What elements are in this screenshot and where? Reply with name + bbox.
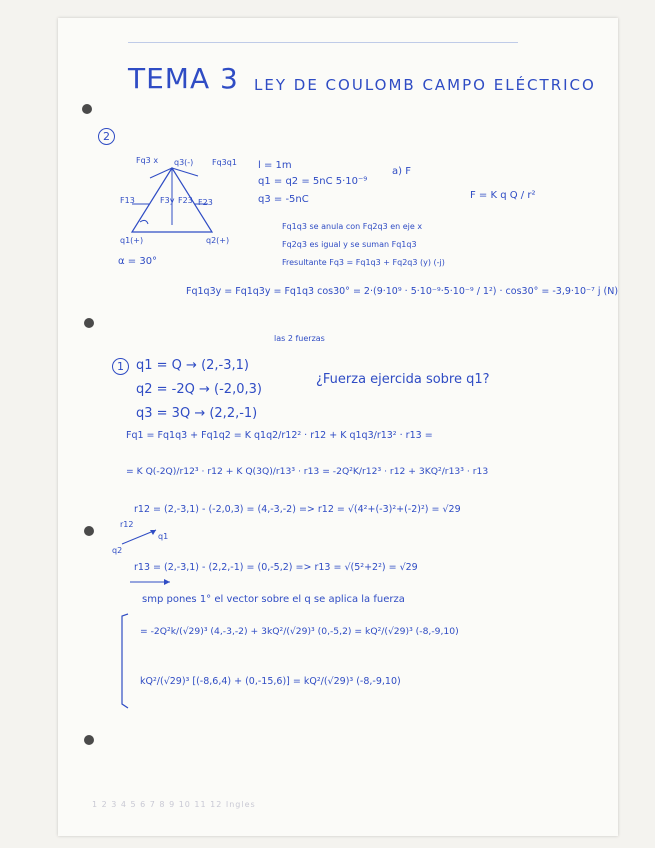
label-f23-inner: F23 [178,196,193,205]
problem-2-ask: a) F [392,166,411,177]
force-equation-2: = K Q(-2Q)/r12³ · r12 + K Q(3Q)/r13³ · r13 = -2Q²K/r12³ · r12 + 3KQ²/r13³ · r13 [126,466,489,477]
problem-2-number: 2 [98,128,115,145]
page-subtitle: LEY DE COULOMB CAMPO ELÉCTRICO [254,76,596,94]
label-fq3q1: Fq3q1 [212,158,237,167]
charge-q3: q3 = 3Q → (2,2,-1) [136,406,258,421]
force-equation-1: Fq1 = Fq1q3 + Fq1q2 = K q1q2/r12² · r12 + K q1q3/r13² · r13 = [126,430,433,441]
problem-1-number: 1 [112,358,129,375]
label-f23: F23 [198,198,213,207]
label-alpha: α = 30° [118,256,158,267]
step-1: = -2Q²k/(√29)³ (4,-3,-2) + 3kQ²/(√29)³ (0,-5,2) = kQ²/(√29)³ (-8,-9,10) [140,626,459,637]
label-f3y: F3y [160,196,175,205]
note-line-1: Fq1q3 se anula con Fq2q3 en eje x [282,222,423,231]
page-title: TEMA 3 [128,62,239,95]
r12-vector: r12 = (2,-3,1) - (-2,0,3) = (4,-3,-2) => r12 = √(4²+(-3)²+(-2)²) = √29 [134,504,461,515]
sketch-label-q2: q2 [112,546,123,555]
note-line-3: Fresultante Fq3 = Fq1q3 + Fq2q3 (y) (-j) [282,258,445,267]
label-q1: q1(+) [120,236,144,245]
coulomb-formula: F = K q Q / r² [470,190,536,201]
given-q1q2: q1 = q2 = 5nC 5·10⁻⁹ [258,176,368,187]
sketch-label-q1: q1 [158,532,169,541]
r13-vector: r13 = (2,-3,1) - (2,2,-1) = (0,-5,2) => r13 = √(5²+2²) = √29 [134,562,418,573]
footer-ruler: 1 2 3 4 5 6 7 8 9 10 11 12 Ingles [92,800,256,809]
result-note: las 2 fuerzas [274,334,325,343]
result-equation: Fq1q3y = Fq1q3y = Fq1q3 cos30° = 2·(9·10⁹ · 5·10⁻⁹·5·10⁻⁹ / 1²) · cos30° = -3,9·10⁻⁷ j (N) [186,286,619,297]
note-order: smp pones 1° el vector sobre el q se aplica la fuerza [142,594,405,605]
label-q3: q3(-) [174,158,194,167]
given-q3: q3 = -5nC [258,194,309,205]
note-line-2: Fq2q3 es igual y se suman Fq1q3 [282,240,417,249]
problem-1-question: ¿Fuerza ejercida sobre q1? [316,372,490,387]
charge-q1: q1 = Q → (2,-3,1) [136,358,249,373]
label-fq3x: Fq3 x [136,156,159,165]
label-q2: q2(+) [206,236,230,245]
sketch-label-r12: r12 [120,520,134,529]
step-2: kQ²/(√29)³ [(-8,6,4) + (0,-15,6)] = kQ²/(√29)³ (-8,-9,10) [140,676,401,687]
given-length: l = 1m [258,160,292,171]
charge-q2: q2 = -2Q → (-2,0,3) [136,382,262,397]
label-f13: F13 [120,196,135,205]
